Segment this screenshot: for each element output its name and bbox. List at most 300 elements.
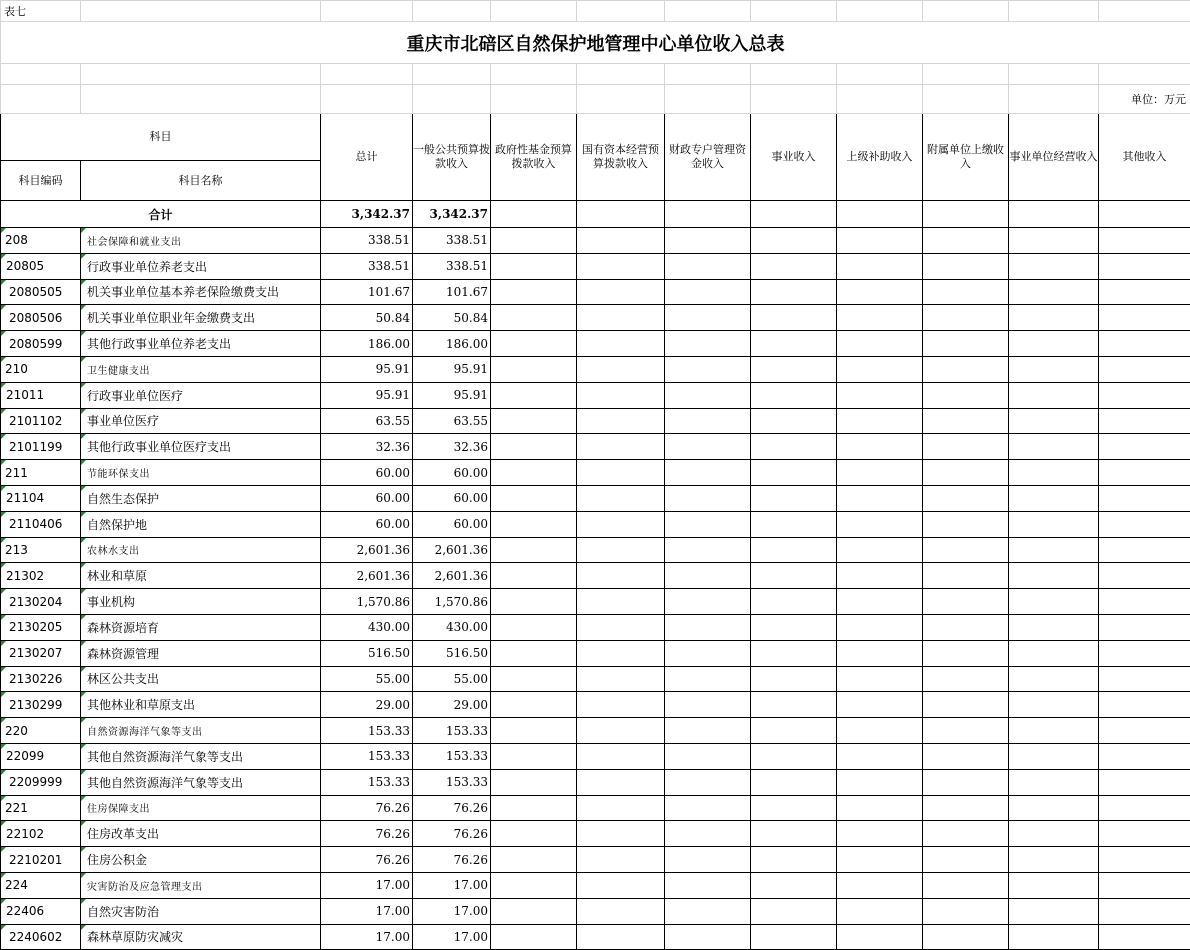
empty-cell bbox=[577, 228, 665, 254]
empty-cell bbox=[1009, 485, 1099, 511]
table-row bbox=[1, 356, 1190, 382]
row-name: 其他自然资源海洋气象等支出 bbox=[81, 743, 321, 769]
header-superior-subsidy: 上级补助收入 bbox=[837, 114, 923, 201]
empty-cell bbox=[491, 795, 577, 821]
row-total: 153.33 bbox=[321, 718, 413, 744]
empty-cell bbox=[491, 821, 577, 847]
empty-cell bbox=[751, 305, 837, 331]
row-total: 2,601.36 bbox=[321, 563, 413, 589]
row-general-budget: 32.36 bbox=[413, 434, 491, 460]
empty-cell bbox=[491, 408, 577, 434]
empty-cell bbox=[751, 331, 837, 357]
empty-cell bbox=[1009, 279, 1099, 305]
empty-cell bbox=[1099, 434, 1190, 460]
empty-cell bbox=[665, 821, 751, 847]
row-total: 338.51 bbox=[321, 253, 413, 279]
table-row bbox=[1, 563, 1190, 589]
empty-cell bbox=[1009, 408, 1099, 434]
table-row bbox=[1, 614, 1190, 640]
empty-cell bbox=[491, 743, 577, 769]
empty-cell bbox=[751, 537, 837, 563]
row-general-budget: 2,601.36 bbox=[413, 563, 491, 589]
empty-cell bbox=[577, 253, 665, 279]
empty-cell bbox=[837, 382, 923, 408]
empty-cell bbox=[665, 253, 751, 279]
row-general-budget: 17.00 bbox=[413, 898, 491, 924]
empty-cell bbox=[837, 511, 923, 537]
empty-cell bbox=[1099, 769, 1190, 795]
empty-cell bbox=[491, 847, 577, 873]
empty-cell bbox=[665, 537, 751, 563]
empty-cell bbox=[923, 743, 1009, 769]
header-operating-income: 事业单位经营收入 bbox=[1009, 114, 1099, 201]
table-row bbox=[1, 331, 1190, 357]
empty-cell bbox=[491, 537, 577, 563]
row-total: 516.50 bbox=[321, 640, 413, 666]
row-general-budget: 95.91 bbox=[413, 356, 491, 382]
empty-cell bbox=[751, 640, 837, 666]
empty-cell bbox=[1099, 666, 1190, 692]
empty-cell bbox=[923, 356, 1009, 382]
empty-cell bbox=[837, 331, 923, 357]
row-general-budget: 55.00 bbox=[413, 666, 491, 692]
empty-cell bbox=[1009, 743, 1099, 769]
table-row bbox=[1, 460, 1190, 486]
empty-cell bbox=[665, 485, 751, 511]
row-code: 2130299 bbox=[1, 692, 81, 718]
table-row bbox=[1, 769, 1190, 795]
empty-cell bbox=[577, 666, 665, 692]
empty-cell bbox=[1009, 331, 1099, 357]
row-name: 其他行政事业单位医疗支出 bbox=[81, 434, 321, 460]
row-total: 17.00 bbox=[321, 924, 413, 950]
empty-cell bbox=[751, 253, 837, 279]
row-total: 32.36 bbox=[321, 434, 413, 460]
row-general-budget: 95.91 bbox=[413, 382, 491, 408]
row-code: 21104 bbox=[1, 485, 81, 511]
empty-cell bbox=[751, 485, 837, 511]
empty-cell bbox=[577, 718, 665, 744]
table-row bbox=[1, 279, 1190, 305]
row-general-budget: 1,570.86 bbox=[413, 589, 491, 615]
header-code: 科目编码 bbox=[1, 161, 81, 201]
empty-cell bbox=[665, 511, 751, 537]
row-name: 其他行政事业单位养老支出 bbox=[81, 331, 321, 357]
empty-cell bbox=[923, 511, 1009, 537]
empty-cell bbox=[1009, 589, 1099, 615]
row-name: 行政事业单位养老支出 bbox=[81, 253, 321, 279]
empty-cell bbox=[1009, 511, 1099, 537]
empty-cell bbox=[665, 924, 751, 950]
table-row bbox=[1, 692, 1190, 718]
empty-cell bbox=[577, 692, 665, 718]
row-name: 自然资源海洋气象等支出 bbox=[81, 718, 321, 744]
empty-cell bbox=[751, 718, 837, 744]
empty-cell bbox=[923, 872, 1009, 898]
row-general-budget: 338.51 bbox=[413, 228, 491, 254]
empty-cell bbox=[1009, 253, 1099, 279]
empty-cell bbox=[1099, 382, 1190, 408]
row-code: 2110406 bbox=[1, 511, 81, 537]
empty-cell bbox=[665, 408, 751, 434]
table-row bbox=[1, 640, 1190, 666]
empty-cell bbox=[923, 589, 1009, 615]
empty-cell bbox=[751, 614, 837, 640]
header-state-capital: 国有资本经营预算拨款收入 bbox=[577, 114, 665, 201]
empty-cell bbox=[1099, 872, 1190, 898]
empty-cell bbox=[577, 408, 665, 434]
empty-cell bbox=[491, 614, 577, 640]
empty-cell bbox=[1009, 460, 1099, 486]
header-business-income: 事业收入 bbox=[751, 114, 837, 201]
summary-row bbox=[1, 201, 1190, 228]
empty-cell bbox=[577, 847, 665, 873]
row-general-budget: 101.67 bbox=[413, 279, 491, 305]
empty-cell bbox=[1099, 331, 1190, 357]
row-total: 50.84 bbox=[321, 305, 413, 331]
header-other-income: 其他收入 bbox=[1099, 114, 1190, 201]
empty-cell bbox=[751, 847, 837, 873]
empty-cell bbox=[751, 743, 837, 769]
unit-label: 单位：万元 bbox=[1099, 85, 1190, 114]
table-row bbox=[1, 718, 1190, 744]
empty-cell bbox=[491, 589, 577, 615]
table-row bbox=[1, 408, 1190, 434]
empty-cell bbox=[923, 563, 1009, 589]
empty-cell bbox=[923, 408, 1009, 434]
table-row bbox=[1, 872, 1190, 898]
empty-cell bbox=[1099, 460, 1190, 486]
empty-cell bbox=[1099, 589, 1190, 615]
empty-cell bbox=[577, 279, 665, 305]
row-code: 2101199 bbox=[1, 434, 81, 460]
row-code: 208 bbox=[1, 228, 81, 254]
empty-cell bbox=[577, 563, 665, 589]
empty-cell bbox=[491, 718, 577, 744]
empty-cell bbox=[837, 356, 923, 382]
empty-cell bbox=[491, 692, 577, 718]
table-row bbox=[1, 537, 1190, 563]
row-name: 社会保障和就业支出 bbox=[81, 228, 321, 254]
empty-cell bbox=[1009, 924, 1099, 950]
row-name: 森林草原防灾减灾 bbox=[81, 924, 321, 950]
empty-cell bbox=[1009, 356, 1099, 382]
empty-cell bbox=[751, 795, 837, 821]
row-name: 住房保障支出 bbox=[81, 795, 321, 821]
empty-cell bbox=[491, 511, 577, 537]
empty-cell bbox=[1099, 898, 1190, 924]
empty-cell bbox=[1009, 821, 1099, 847]
empty-cell bbox=[923, 692, 1009, 718]
empty-cell bbox=[665, 331, 751, 357]
row-general-budget: 516.50 bbox=[413, 640, 491, 666]
empty-cell bbox=[577, 821, 665, 847]
empty-cell bbox=[837, 847, 923, 873]
empty-cell bbox=[665, 228, 751, 254]
empty-cell bbox=[1009, 718, 1099, 744]
empty-cell bbox=[837, 434, 923, 460]
empty-cell bbox=[837, 692, 923, 718]
row-name: 森林资源管理 bbox=[81, 640, 321, 666]
row-name: 事业单位医疗 bbox=[81, 408, 321, 434]
empty-cell bbox=[837, 718, 923, 744]
row-total: 76.26 bbox=[321, 795, 413, 821]
empty-cell bbox=[1009, 382, 1099, 408]
table-row bbox=[1, 666, 1190, 692]
empty-cell bbox=[491, 563, 577, 589]
empty-cell bbox=[577, 589, 665, 615]
empty-cell bbox=[1099, 408, 1190, 434]
empty-cell bbox=[665, 769, 751, 795]
empty-cell bbox=[577, 898, 665, 924]
empty-cell bbox=[923, 821, 1009, 847]
empty-cell bbox=[577, 331, 665, 357]
header-gov-fund: 政府性基金预算拨款收入 bbox=[491, 114, 577, 201]
empty-cell bbox=[923, 434, 1009, 460]
row-total: 153.33 bbox=[321, 743, 413, 769]
empty-cell bbox=[491, 872, 577, 898]
empty-cell bbox=[751, 434, 837, 460]
empty-cell bbox=[837, 743, 923, 769]
empty-cell bbox=[665, 563, 751, 589]
row-name: 森林资源培育 bbox=[81, 614, 321, 640]
empty-cell bbox=[1009, 898, 1099, 924]
empty-cell bbox=[1009, 228, 1099, 254]
empty-cell bbox=[1099, 485, 1190, 511]
row-name: 林区公共支出 bbox=[81, 666, 321, 692]
row-code: 22406 bbox=[1, 898, 81, 924]
empty-cell bbox=[923, 847, 1009, 873]
empty-cell bbox=[491, 253, 577, 279]
empty-cell bbox=[837, 924, 923, 950]
header-affiliated-income: 附属单位上缴收入 bbox=[923, 114, 1009, 201]
empty-cell bbox=[1099, 795, 1190, 821]
summary-general-budget: 3,342.37 bbox=[413, 201, 491, 228]
summary-total: 3,342.37 bbox=[321, 201, 413, 228]
row-code: 2240602 bbox=[1, 924, 81, 950]
empty-cell bbox=[923, 382, 1009, 408]
header-fiscal-special: 财政专户管理资金收入 bbox=[665, 114, 751, 201]
table-row bbox=[1, 898, 1190, 924]
empty-cell bbox=[837, 253, 923, 279]
empty-cell bbox=[577, 872, 665, 898]
row-general-budget: 63.55 bbox=[413, 408, 491, 434]
empty-cell bbox=[751, 460, 837, 486]
empty-cell bbox=[1009, 305, 1099, 331]
empty-cell bbox=[751, 898, 837, 924]
empty-cell bbox=[837, 228, 923, 254]
empty-cell bbox=[577, 537, 665, 563]
empty-cell bbox=[751, 356, 837, 382]
row-name: 住房公积金 bbox=[81, 847, 321, 873]
empty-cell bbox=[665, 382, 751, 408]
empty-cell bbox=[1009, 640, 1099, 666]
empty-cell bbox=[923, 640, 1009, 666]
empty-cell bbox=[1009, 614, 1099, 640]
empty-cell bbox=[1009, 769, 1099, 795]
row-name: 自然生态保护 bbox=[81, 485, 321, 511]
empty-cell bbox=[1099, 924, 1190, 950]
empty-cell bbox=[665, 640, 751, 666]
row-total: 17.00 bbox=[321, 872, 413, 898]
row-general-budget: 29.00 bbox=[413, 692, 491, 718]
table-row bbox=[1, 434, 1190, 460]
empty-cell bbox=[665, 434, 751, 460]
row-name: 农林水支出 bbox=[81, 537, 321, 563]
row-total: 2,601.36 bbox=[321, 537, 413, 563]
empty-cell bbox=[837, 305, 923, 331]
empty-cell bbox=[665, 356, 751, 382]
empty-cell bbox=[665, 279, 751, 305]
empty-cell bbox=[577, 511, 665, 537]
empty-cell bbox=[491, 331, 577, 357]
empty-cell bbox=[751, 563, 837, 589]
empty-cell bbox=[1099, 356, 1190, 382]
row-code: 213 bbox=[1, 537, 81, 563]
row-code: 210 bbox=[1, 356, 81, 382]
table-row bbox=[1, 485, 1190, 511]
empty-cell bbox=[1099, 614, 1190, 640]
empty-cell bbox=[923, 795, 1009, 821]
empty-cell bbox=[1099, 640, 1190, 666]
empty-cell bbox=[491, 640, 577, 666]
row-name: 自然灾害防治 bbox=[81, 898, 321, 924]
header-total: 总计 bbox=[321, 114, 413, 201]
empty-cell bbox=[577, 460, 665, 486]
empty-cell bbox=[837, 640, 923, 666]
empty-cell bbox=[923, 279, 1009, 305]
empty-cell bbox=[1099, 537, 1190, 563]
row-general-budget: 76.26 bbox=[413, 847, 491, 873]
empty-cell bbox=[665, 718, 751, 744]
row-name: 灾害防治及应急管理支出 bbox=[81, 872, 321, 898]
empty-cell bbox=[923, 666, 1009, 692]
empty-cell bbox=[1099, 743, 1190, 769]
empty-cell bbox=[1009, 795, 1099, 821]
empty-cell bbox=[837, 408, 923, 434]
empty-cell bbox=[491, 305, 577, 331]
empty-cell bbox=[923, 924, 1009, 950]
empty-cell bbox=[577, 356, 665, 382]
empty-cell bbox=[577, 769, 665, 795]
empty-cell bbox=[751, 872, 837, 898]
empty-cell bbox=[923, 718, 1009, 744]
row-code: 2210201 bbox=[1, 847, 81, 873]
empty-cell bbox=[923, 331, 1009, 357]
table-row bbox=[1, 382, 1190, 408]
row-code: 22099 bbox=[1, 743, 81, 769]
empty-cell bbox=[923, 898, 1009, 924]
empty-cell bbox=[751, 589, 837, 615]
empty-cell bbox=[1099, 692, 1190, 718]
row-general-budget: 60.00 bbox=[413, 460, 491, 486]
empty-cell bbox=[491, 228, 577, 254]
row-code: 22102 bbox=[1, 821, 81, 847]
header-name: 科目名称 bbox=[81, 161, 321, 201]
empty-cell bbox=[577, 743, 665, 769]
empty-cell bbox=[665, 872, 751, 898]
row-code: 221 bbox=[1, 795, 81, 821]
empty-cell bbox=[751, 382, 837, 408]
empty-cell bbox=[1099, 228, 1190, 254]
empty-cell bbox=[665, 589, 751, 615]
empty-cell bbox=[751, 228, 837, 254]
row-code: 220 bbox=[1, 718, 81, 744]
empty-cell bbox=[1099, 511, 1190, 537]
row-total: 17.00 bbox=[321, 898, 413, 924]
empty-cell bbox=[1009, 692, 1099, 718]
empty-cell bbox=[923, 614, 1009, 640]
empty-cell bbox=[923, 537, 1009, 563]
empty-cell bbox=[1009, 872, 1099, 898]
row-total: 338.51 bbox=[321, 228, 413, 254]
empty-cell bbox=[577, 305, 665, 331]
empty-cell bbox=[577, 485, 665, 511]
empty-cell bbox=[491, 666, 577, 692]
row-name: 林业和草原 bbox=[81, 563, 321, 589]
row-total: 153.33 bbox=[321, 769, 413, 795]
table-row bbox=[1, 228, 1190, 254]
row-total: 76.26 bbox=[321, 821, 413, 847]
empty-cell bbox=[491, 898, 577, 924]
table-row bbox=[1, 511, 1190, 537]
empty-cell bbox=[577, 640, 665, 666]
row-total: 63.55 bbox=[321, 408, 413, 434]
sheet-label: 表七 bbox=[1, 1, 81, 22]
table-row bbox=[1, 743, 1190, 769]
empty-cell bbox=[491, 382, 577, 408]
empty-cell bbox=[665, 305, 751, 331]
empty-cell bbox=[577, 924, 665, 950]
empty-cell bbox=[1009, 563, 1099, 589]
empty-cell bbox=[837, 537, 923, 563]
empty-cell bbox=[491, 279, 577, 305]
empty-cell bbox=[491, 434, 577, 460]
empty-cell bbox=[491, 356, 577, 382]
table-row bbox=[1, 589, 1190, 615]
row-code: 21011 bbox=[1, 382, 81, 408]
table-row bbox=[1, 924, 1190, 950]
empty-cell bbox=[1099, 253, 1190, 279]
empty-cell bbox=[837, 279, 923, 305]
row-general-budget: 17.00 bbox=[413, 872, 491, 898]
empty-cell bbox=[1009, 537, 1099, 563]
empty-cell bbox=[837, 821, 923, 847]
row-general-budget: 153.33 bbox=[413, 718, 491, 744]
empty-cell bbox=[751, 666, 837, 692]
page-title: 重庆市北碚区自然保护地管理中心单位收入总表 bbox=[1, 22, 1190, 64]
empty-cell bbox=[665, 743, 751, 769]
row-code: 224 bbox=[1, 872, 81, 898]
row-general-budget: 76.26 bbox=[413, 821, 491, 847]
empty-cell bbox=[751, 769, 837, 795]
empty-cell bbox=[837, 872, 923, 898]
empty-cell bbox=[837, 460, 923, 486]
empty-cell bbox=[837, 769, 923, 795]
row-total: 60.00 bbox=[321, 485, 413, 511]
row-code: 21302 bbox=[1, 563, 81, 589]
empty-cell bbox=[837, 563, 923, 589]
row-code: 2130205 bbox=[1, 614, 81, 640]
row-name: 机关事业单位职业年金缴费支出 bbox=[81, 305, 321, 331]
empty-cell bbox=[665, 795, 751, 821]
empty-cell bbox=[577, 614, 665, 640]
row-code: 2130207 bbox=[1, 640, 81, 666]
empty-cell bbox=[923, 305, 1009, 331]
empty-cell bbox=[923, 769, 1009, 795]
empty-cell bbox=[665, 666, 751, 692]
empty-cell bbox=[923, 253, 1009, 279]
